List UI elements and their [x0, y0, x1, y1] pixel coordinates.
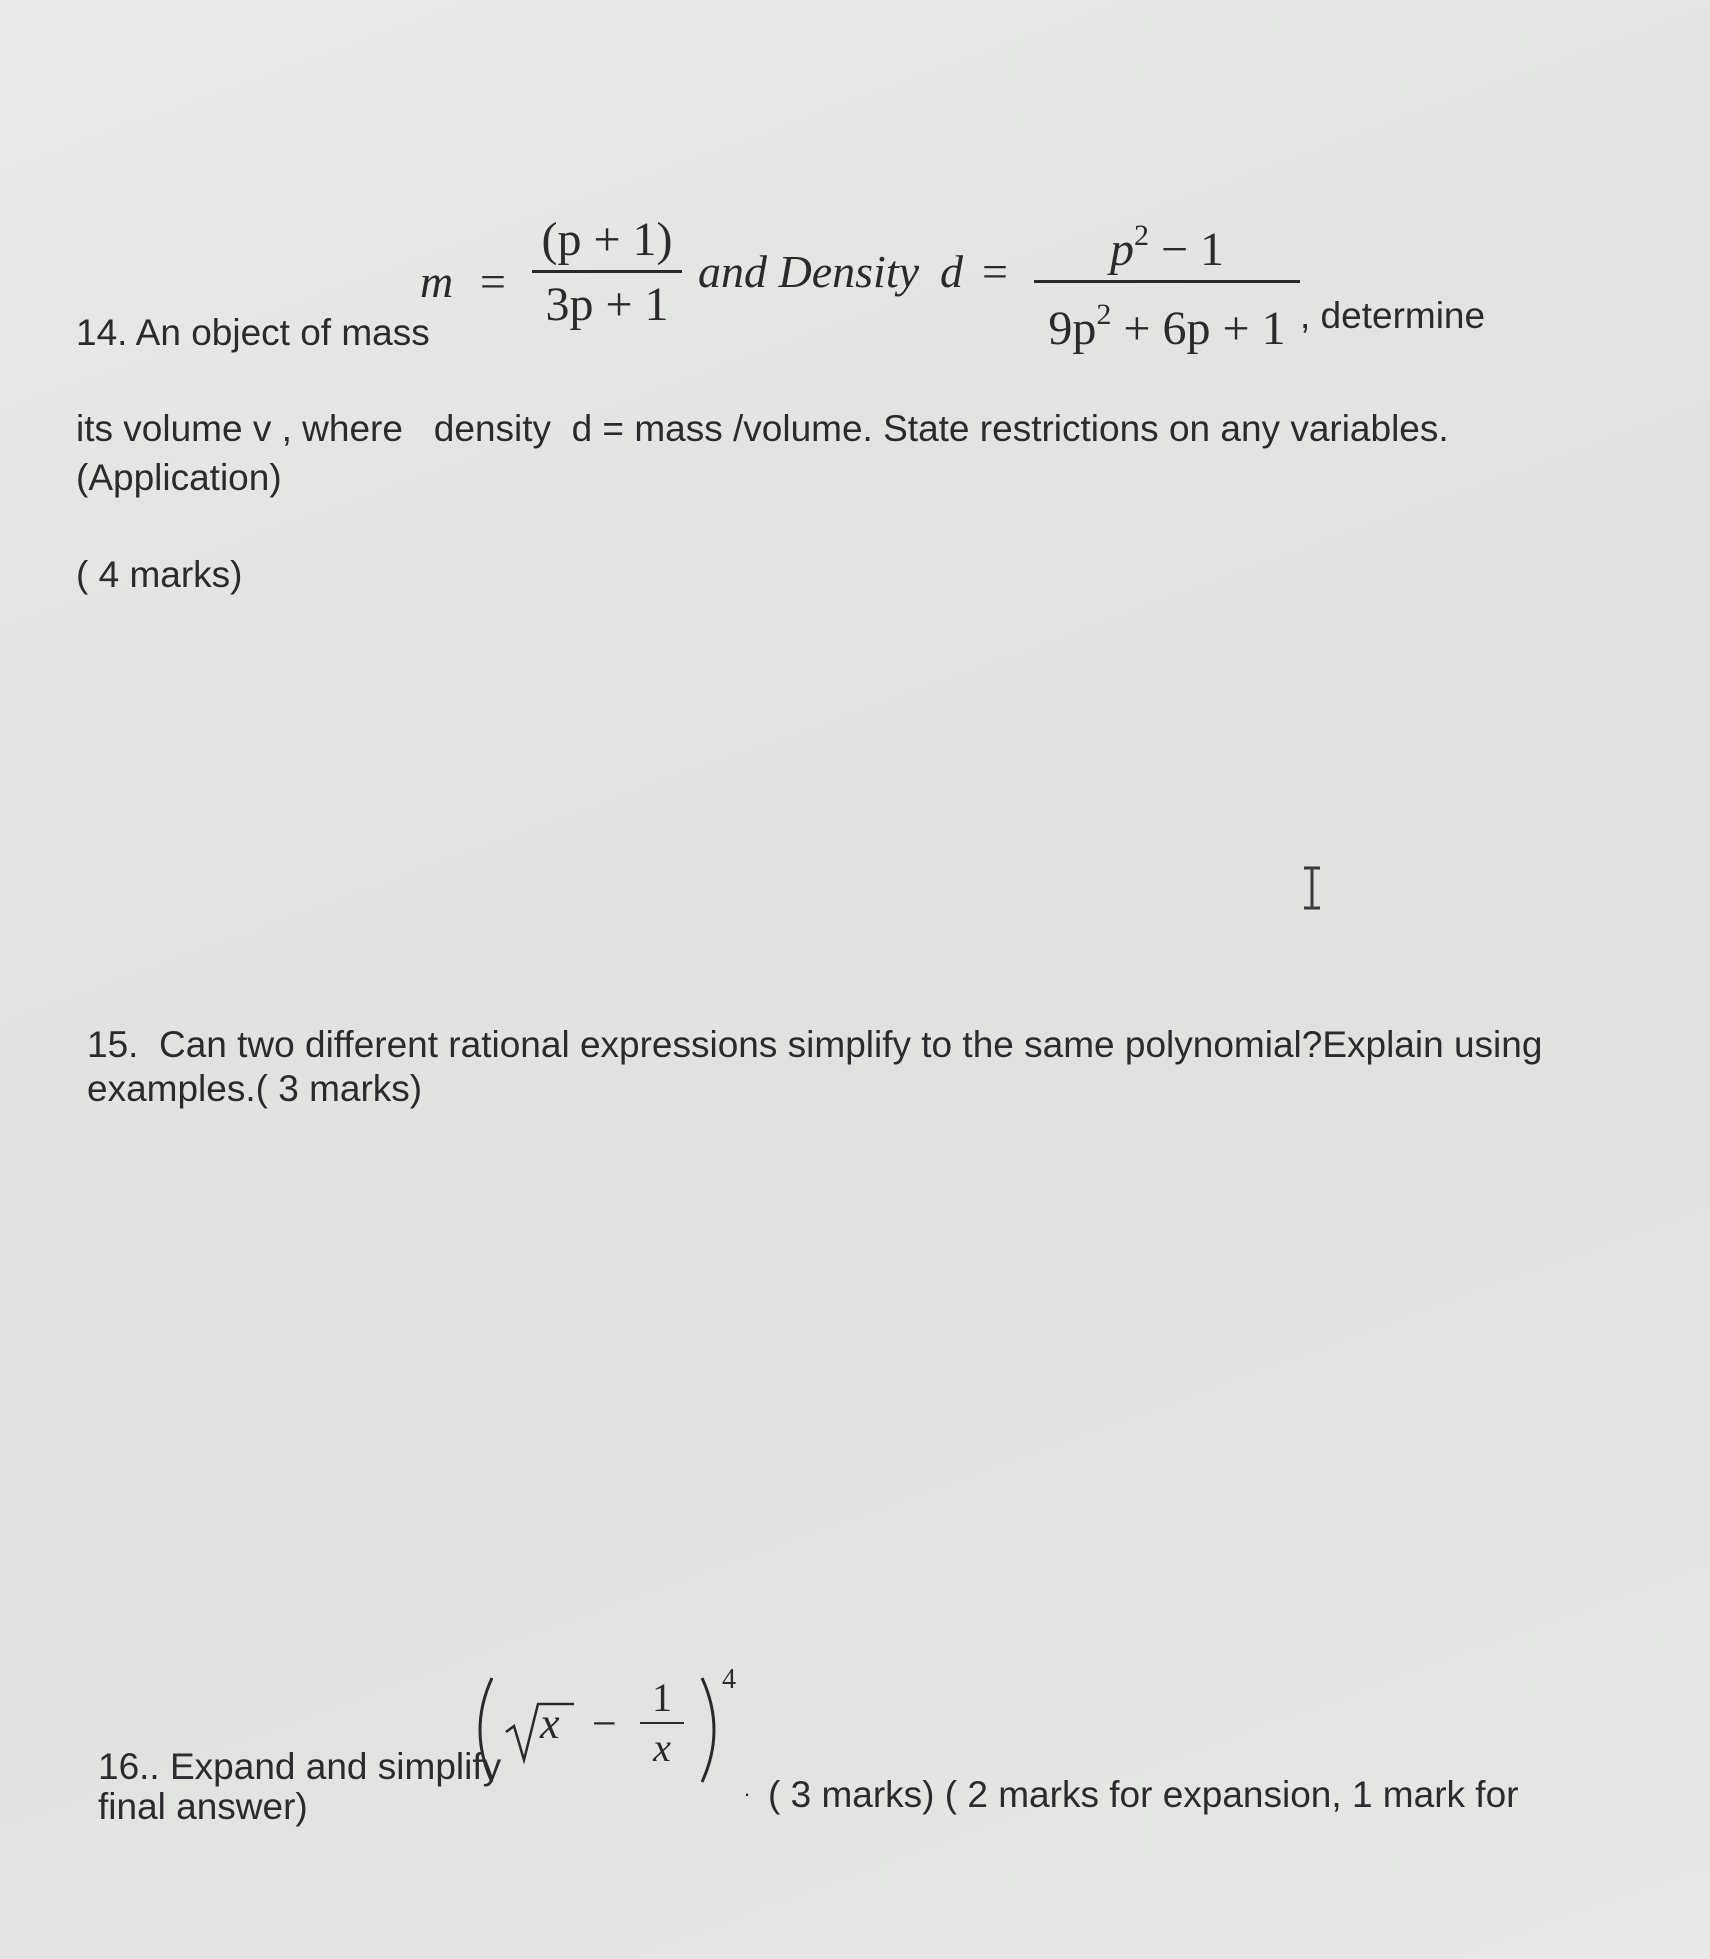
q14-density-fraction-bar [1034, 280, 1300, 283]
q14-and-density: and Density [698, 246, 920, 297]
q14-suffix: , determine [1300, 295, 1486, 336]
q14-density-num-exponent: 2 [1133, 219, 1149, 252]
q16-line-1: 16.. Expand and simplify [98, 1746, 502, 1787]
q16-dot: . [744, 1776, 751, 1801]
text-cursor-icon [1300, 866, 1324, 910]
q16-fraction-numerator: 1 [652, 1675, 672, 1720]
q16-line-2: final answer) [98, 1786, 308, 1827]
q14-prefix: 14. An object of mass [76, 312, 430, 353]
q14-density-fraction [1034, 208, 1300, 357]
q14-marks: ( 4 marks) [76, 554, 243, 595]
q14-density-den-a: 9p [1048, 302, 1097, 355]
q14-mass-fraction [532, 212, 682, 333]
q14-density-variable: d [940, 246, 963, 297]
q16-minus: − [592, 1699, 617, 1748]
q16-fraction-bar [640, 1722, 684, 1724]
q16-exponent: 4 [722, 1664, 736, 1695]
q14-density-denominator [1034, 287, 1300, 357]
q14-density-num-base: p [1109, 223, 1134, 276]
q15-line-2: examples.( 3 marks) [87, 1068, 423, 1109]
q14-mass-fraction-bar [532, 270, 682, 273]
q14-mass-variable: m [420, 256, 454, 307]
q16-sqrt-variable: x [540, 1699, 560, 1748]
q14-equals: = [480, 256, 506, 307]
q14-density-den-rest: + 6p + 1 [1111, 302, 1286, 355]
q14-density-den-exponent: 2 [1096, 298, 1112, 331]
q16-fraction-denominator: x [653, 1725, 671, 1770]
q15-line-1: 15. Can two different rational expressions simplify to the same polynomial?Explain using [87, 1024, 1543, 1065]
q16-fraction [640, 1676, 684, 1770]
q16-marks: ( 3 marks) ( 2 marks for expansion, 1 mark for [768, 1774, 1519, 1815]
q14-density-num-rest: − 1 [1148, 223, 1225, 276]
q14-density-equals: = [982, 246, 1008, 297]
q14-mass-denominator: 3p + 1 [545, 278, 669, 331]
q14-mass-numerator: (p + 1) [541, 213, 673, 266]
q14-category: (Application) [76, 457, 282, 498]
q14-line-2: its volume v , where density d = mass /volume. State restrictions on any variables. [76, 408, 1449, 449]
q14-density-numerator [1034, 208, 1300, 278]
